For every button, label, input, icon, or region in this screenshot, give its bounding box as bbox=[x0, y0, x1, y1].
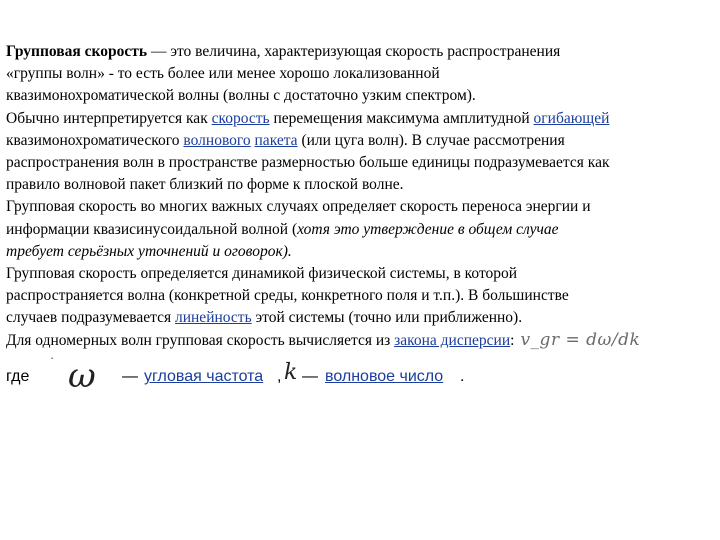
link-wave[interactable]: волнового bbox=[183, 131, 251, 149]
p4-line1: Групповая скорость определяется динамикой физической системы, в которой bbox=[6, 264, 518, 282]
link-packet[interactable]: пакета bbox=[254, 131, 298, 149]
comma: , bbox=[277, 368, 282, 385]
article-body bbox=[6, 41, 716, 352]
p2-text: квазимонохроматического bbox=[6, 131, 184, 149]
link-speed[interactable]: скорость bbox=[211, 109, 270, 127]
link-wavenumber[interactable]: волновое число bbox=[325, 368, 444, 385]
p4-line2: распространяется волна (конкретной среды, конкретного поля и т.п.). В большинстве bbox=[6, 287, 569, 305]
link-angular-frequency[interactable]: угловая частота bbox=[144, 368, 264, 385]
p1-line2: «группы волн» - то есть более или менее хорошо локализованной bbox=[6, 65, 440, 83]
p4-line3 bbox=[6, 307, 716, 329]
p4-text: случаев подразумевается bbox=[6, 309, 175, 327]
link-linearity[interactable]: линейность bbox=[174, 309, 252, 327]
image-dot-mark: ▪ bbox=[51, 356, 54, 362]
p2-text: перемещения максимума амплитудной bbox=[269, 109, 534, 127]
p3-line1: Групповая скорость во многих важных случаях определяет скорость переноса энергии и bbox=[6, 198, 591, 216]
p3-italic: хотя это утверждение в общем случае bbox=[297, 220, 559, 238]
p2-line3: распространения волн в пространстве размерностью больше единицы подразумевается как bbox=[6, 153, 610, 171]
p3-line3 bbox=[6, 241, 716, 263]
where-label: где bbox=[6, 368, 30, 385]
p1-line1 bbox=[6, 41, 716, 63]
p1-line3: квазимонохроматической волны (волны с достаточно узким спектром). bbox=[6, 87, 476, 105]
p3-line2 bbox=[6, 219, 716, 241]
p2-text: Обычно интерпретируется как bbox=[6, 109, 212, 127]
omega-symbol: ω bbox=[68, 356, 96, 396]
p2-line2 bbox=[6, 130, 716, 152]
p2-text: (или цуга волн). В случае рассмотрения bbox=[297, 131, 565, 149]
p2-line4: правило волновой пакет близкий по форме к плоской волне. bbox=[6, 176, 404, 194]
p1-line1-text: — это величина, характеризующая скорость распространения bbox=[147, 43, 561, 60]
p4-text: Для одномерных волн групповая скорость вычисляется из bbox=[6, 332, 395, 350]
p2-line1 bbox=[6, 108, 716, 130]
group-velocity-formula: v_gr = dω/dk bbox=[520, 330, 641, 351]
where-row bbox=[6, 356, 706, 396]
p4-line4 bbox=[6, 329, 716, 351]
dash-2: — bbox=[302, 368, 318, 385]
dash-1: — bbox=[122, 368, 138, 385]
p4-text: этой системы (точно или приближенно). bbox=[251, 309, 523, 327]
k-symbol: k bbox=[284, 360, 298, 385]
link-dispersion-law[interactable]: закона дисперсии bbox=[394, 332, 511, 350]
p3-text: информации квазисинусоидальной волной ( bbox=[6, 220, 298, 238]
p3-italic: требует серьёзных уточнений и оговорок). bbox=[6, 242, 292, 260]
term-group-velocity: Групповая скорость bbox=[6, 43, 148, 60]
period: . bbox=[460, 368, 465, 385]
link-envelope[interactable]: огибающей bbox=[533, 109, 610, 127]
p4-text: : bbox=[510, 332, 515, 350]
